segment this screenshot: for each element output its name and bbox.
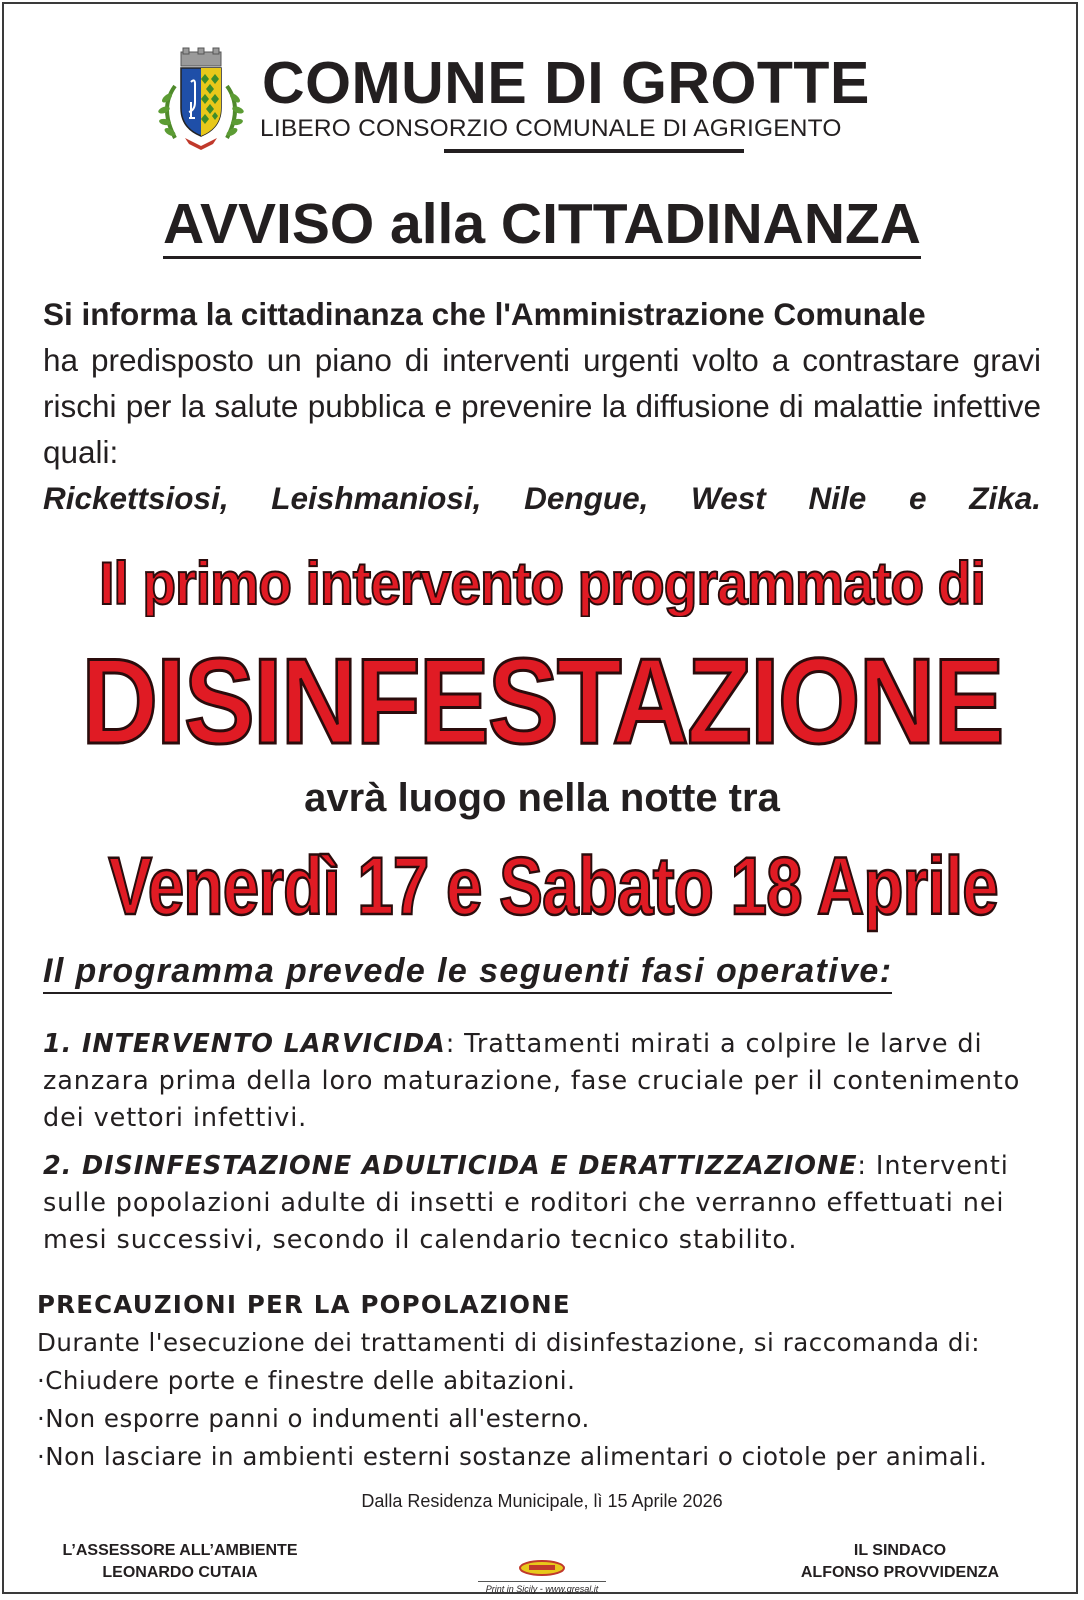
phase-item [43, 1026, 1043, 1137]
notice-title [0, 193, 1084, 255]
announcement-dates: Venerdì 17 e Sabato 18 Aprile [108, 841, 998, 932]
header-divider [444, 149, 744, 153]
mayor-role: IL SINDACO [853, 1542, 947, 1559]
phase-text: : Interventi sulle popolazioni adulte di insetti e roditori che verranno effettuati nei mesi successivi, secondo il calendario tecnico stabilito. [43, 1151, 1009, 1255]
precaution-item: ·Non lasciare in ambienti esterni sostanze alimentari o ciotole per animali. [37, 1442, 988, 1471]
precautions-title: PRECAUZIONI PER LA POPOLAZIONE [37, 1290, 571, 1319]
announcement-line2: avrà luogo nella notte tra [304, 776, 780, 820]
mayor-name: ALFONSO PROVVIDENZA [800, 1564, 1000, 1581]
announcement-headline: DISINFESTAZIONE [81, 633, 1003, 769]
mayor-signature [760, 1540, 1040, 1584]
intro-body: ha predisposto un piano di interventi urgenti volto a contrastare gravi rischi per la salute pubblica e prevenire la diffusione di malattie infettive quali: [43, 342, 1041, 470]
precaution-item: ·Non esporre panni o indumenti all'esterno. [37, 1404, 590, 1433]
org-subtitle: LIBERO CONSORZIO COMUNALE DI AGRIGENTO [260, 115, 842, 142]
org-name: COMUNE DI GROTTE [262, 50, 870, 116]
program-title: Il programma prevede le seguenti fasi operative: [43, 950, 892, 994]
phase-label: 1. INTERVENTO LARVICIDA [43, 1029, 446, 1059]
municipal-crest-icon [155, 46, 247, 151]
printer-mark [478, 1558, 606, 1594]
place-date: Dalla Residenza Municipale, lì 15 Aprile 2026 [361, 1491, 723, 1511]
notice-title-text: AVVISO alla CITTADINANZA [163, 192, 921, 259]
precautions-intro: Durante l'esecuzione dei trattamenti di disinfestazione, si raccomanda di: [37, 1328, 981, 1357]
announcement-line1: Il primo intervento programmato di [99, 550, 985, 617]
precaution-item: ·Chiudere porte e finestre delle abitazioni. [37, 1366, 576, 1395]
printer-logo-icon [517, 1558, 567, 1576]
intro-lead: Si informa la cittadinanza che l'Amministrazione Comunale [43, 296, 926, 332]
precautions-section [37, 1286, 1057, 1476]
phase-label: 2. DISINFESTAZIONE ADULTICIDA E DERATTIZZAZIONE [43, 1151, 858, 1181]
phase-text: : Trattamenti mirati a colpire le larve di zanzara prima della loro maturazione, fase cruciale per il contenimento dei vettori infettivi. [43, 1029, 1021, 1133]
assessor-signature [40, 1540, 320, 1584]
printer-credit: Print in Sicily - www.gresal.it [478, 1581, 606, 1595]
disease-list: Rickettsiosi, Leishmaniosi, Dengue, West Nile e Zika. [43, 480, 1041, 516]
assessor-role: L’ASSESSORE ALL’AMBIENTE [62, 1542, 298, 1559]
phase-item [43, 1148, 1043, 1259]
assessor-name: LEONARDO CUTAIA [102, 1564, 258, 1581]
intro-paragraph [43, 291, 1041, 521]
